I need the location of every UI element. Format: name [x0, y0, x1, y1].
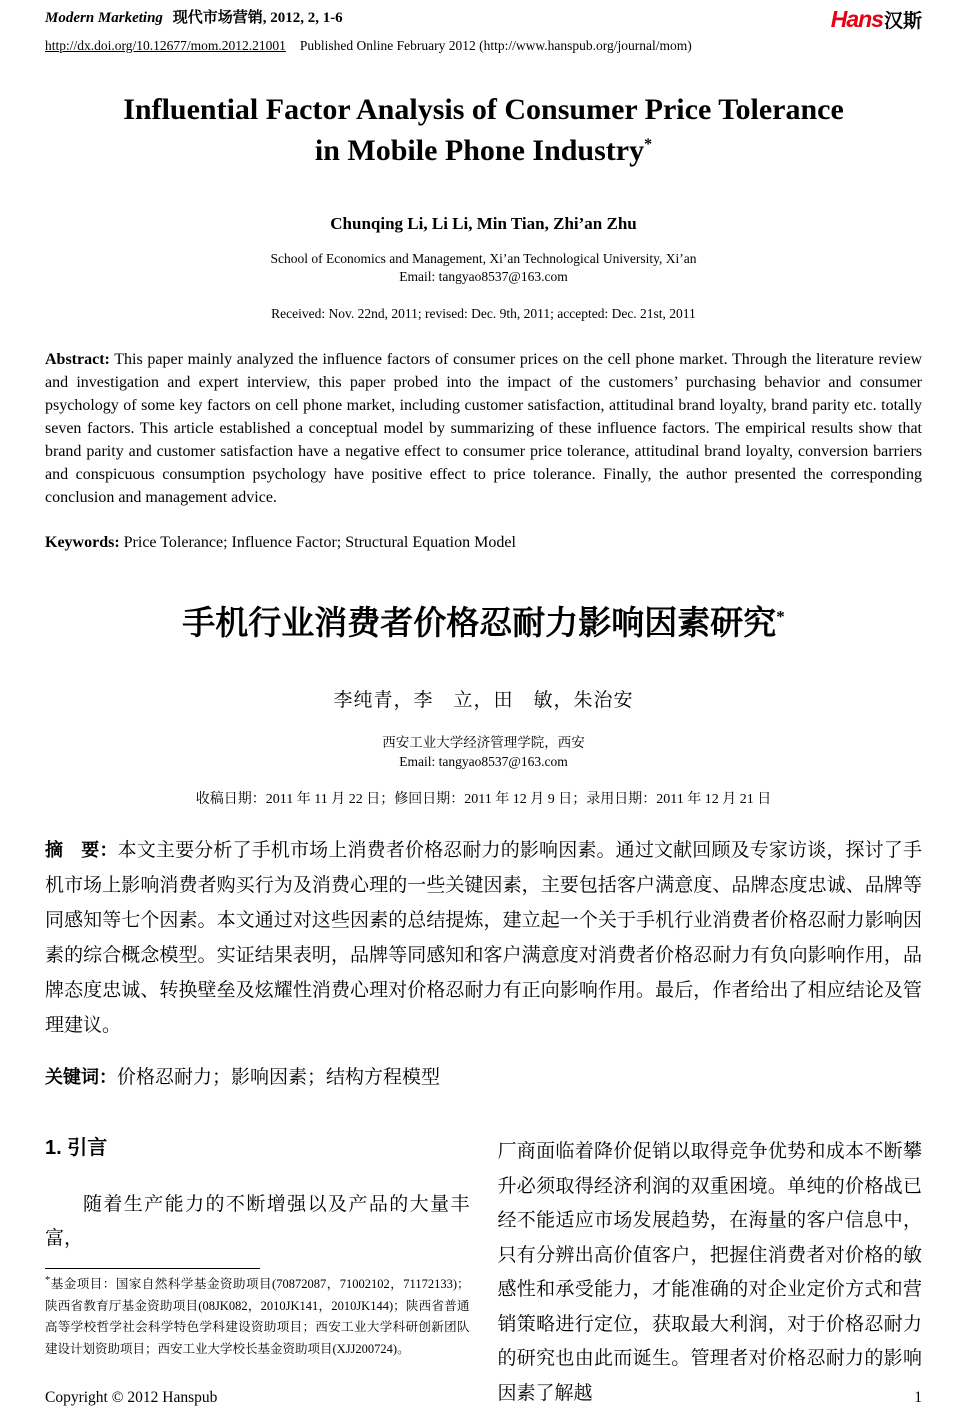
published-online-text: Published Online February 2012 (http://www.hanspub.org/journal/mom)	[299, 38, 692, 53]
right-column	[498, 1135, 923, 1411]
funding-footnote	[45, 1268, 470, 1360]
intro-paragraph-right: 厂商面临着降价促销以取得竞争优势和成本不断攀升必须取得经济利润的双重困境。单纯的价格战已经不能适应市场发展趋势，在海量的客户信息中，只有分辨出高价值客户，把握住消费者对价格的敏感性和承受能力，才能准确的对企业定价方式和营销策略进行定位，获取最大利润，对于价格忍耐力的研究也由此而诞生。管理者对价格忍耐力的影响因素了解越	[497, 1141, 922, 1404]
english-abstract	[45, 348, 922, 509]
hans-logo-chinese: 汉斯	[883, 11, 922, 32]
chinese-title-text: 手机行业消费者价格忍耐力影响因素研究	[182, 606, 777, 642]
chinese-authors: 李纯青，李 立，田 敏，朱治安	[333, 690, 634, 711]
footnote-text	[45, 1274, 470, 1360]
page-number: 1	[914, 1389, 922, 1406]
keywords-label: Keywords:	[45, 534, 120, 551]
hans-logo-latin: Hans	[830, 6, 883, 32]
chinese-affiliation: 西安工业大学经济管理学院，西安	[382, 735, 585, 750]
keywords-text: Price Tolerance; Influence Factor; Structural Equation Model	[123, 534, 516, 551]
footnote-body: 基金项目：国家自然科学基金资助项目(70872087，71002102，71172133)；陕西省教育厅基金资助项目(08JK082，2010JK141，2010JK144)；陕西省普通高等学校哲学社会科学特色学科建设资助项目；西安工业大学科研创新团队建设计划资助项目；西安工业大学校长基金资助项目(XJJ200724)。	[45, 1277, 470, 1356]
chinese-keywords-text: 价格忍耐力；影响因素；结构方程模型	[117, 1067, 441, 1088]
english-email: Email: tangyao8537@163.com	[399, 269, 568, 284]
copyright-text: Copyright © 2012 Hanspub	[45, 1389, 218, 1406]
chinese-keywords	[45, 1062, 922, 1093]
left-column	[45, 1135, 470, 1411]
intro-paragraph-left: 随着生产能力的不断增强以及产品的大量丰富，	[45, 1194, 470, 1249]
page-footer	[45, 1388, 922, 1408]
english-title	[45, 89, 922, 171]
chinese-keywords-label: 关键词：	[45, 1067, 117, 1087]
footnote-mark: *	[45, 1274, 51, 1286]
abstract-text: This paper mainly analyzed the influence factors of consumer prices on the cell phone market. Through the literature review and investigation and expert interview, this paper probed into the impact of the customers’ purchasing behavior and consumer psychology of some key factors on cell phone market, including customer satisfaction, attitudinal brand loyalty, brand parity etc. totally seven factors. This article established a conceptual model by summarizing of these influence factors. The empirical results show that brand parity and customer satisfaction have a negative effect to consumer price tolerance, attitudinal brand loyalty, conversion barriers and conspicuous consumption psychology have positive effect to price tolerance. Finally, the author presented the corresponding conclusion and management advice.	[45, 351, 922, 506]
chinese-abstract	[45, 833, 922, 1043]
abstract-label: Abstract:	[45, 351, 110, 368]
chinese-email: Email: tangyao8537@163.com	[399, 754, 568, 769]
footnote-rule	[45, 1268, 260, 1269]
journal-name: Modern Marketing	[45, 10, 163, 26]
english-affiliation: School of Economics and Management, Xi’an Technological University, Xi’an	[270, 251, 697, 266]
english-authors: Chunqing Li, Li Li, Min Tian, Zhi’an Zhu	[330, 214, 637, 233]
two-column-body	[45, 1135, 922, 1411]
english-keywords	[45, 532, 922, 554]
chinese-abstract-label: 摘 要：	[45, 840, 118, 860]
journal-issue-info: 现代市场营销, 2012, 2, 1-6	[172, 10, 343, 26]
hans-publisher-logo	[831, 8, 922, 34]
chinese-dates-line: 收稿日期：2011 年 11 月 22 日；修回日期：2011 年 12 月 9 日；录用日期：2011 年 12 月 21 日	[195, 792, 772, 807]
received-dates-line: Received: Nov. 22nd, 2011; revised: Dec. 9th, 2011; accepted: Dec. 21st, 2011	[271, 306, 696, 321]
doi-link[interactable]: http://dx.doi.org/10.12677/mom.2012.21001	[45, 38, 286, 53]
english-title-line2: in Mobile Phone Industry	[314, 134, 645, 167]
chinese-title-footnote-mark: *	[776, 607, 785, 626]
section-1-heading: 1. 引言	[45, 1137, 108, 1159]
chinese-title	[45, 602, 922, 646]
chinese-affiliation-block	[45, 733, 922, 771]
chinese-abstract-text: 本文主要分析了手机市场上消费者价格忍耐力的影响因素。通过文献回顾及专家访谈，探讨了手机市场上影响消费者购买行为及消费心理的一些关键因素，主要包括客户满意度、品牌态度忠诚、品牌等同感知等七个因素。本文通过对这些因素的总结提炼，建立起一个关于手机行业消费者价格忍耐力影响因素的综合概念模型。实证结果表明，品牌等同感知和客户满意度对消费者价格忍耐力有负向影响作用，品牌态度忠诚、转换壁垒及炫耀性消费心理对价格忍耐力有正向影响作用。最后，作者给出了相应结论及管理建议。	[45, 840, 922, 1036]
journal-header	[45, 8, 922, 34]
english-affiliation-block	[45, 250, 922, 286]
journal-title-line	[45, 8, 343, 28]
english-title-line1: Influential Factor Analysis of Consumer Price Tolerance	[123, 93, 844, 126]
doi-line	[45, 37, 922, 55]
title-footnote-mark: *	[644, 136, 653, 153]
